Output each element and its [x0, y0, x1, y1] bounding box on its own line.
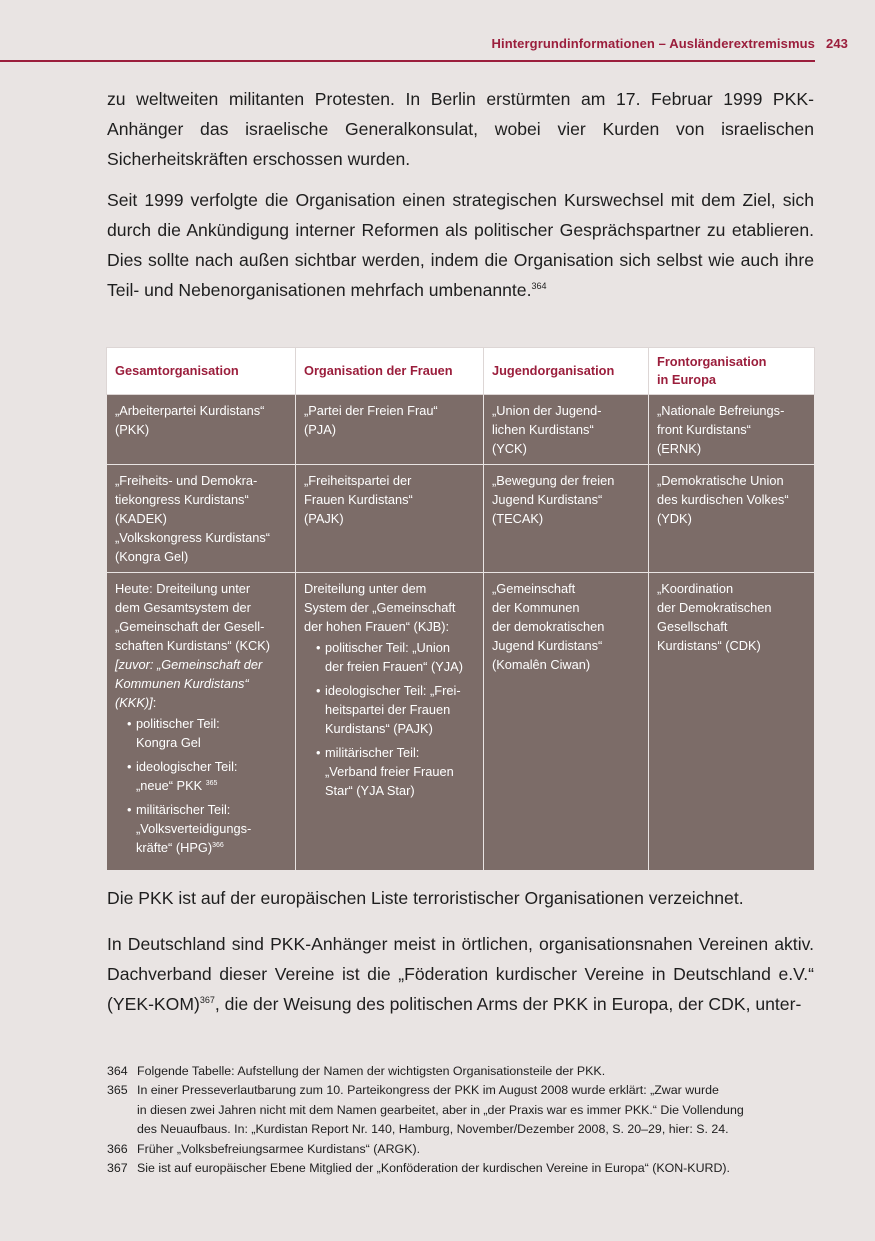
- body-paragraph-3: [107, 883, 814, 913]
- cell-line: (PAJK): [304, 511, 344, 526]
- paragraph-text-run: Seit 1999 verfolgte die Organisation einen strategischen Kurswechsel mit dem Ziel, sich durch die Ankündigung interner Reformen als politischer Gesprächspartner zu etablieren. Dies sollte nach außen sichtbar werden, indem die Organisation sich selbst wie auch ihre Teil- und Nebenorganisationen mehrfach umbenannte.: [107, 190, 814, 300]
- cell-line: schaften Kurdistans“ (KCK): [115, 638, 271, 653]
- footnote: [107, 1062, 817, 1081]
- footnote-text: Sie ist auf europäischer Ebene Mitglied der „Konföderation der kurdischen Vereine in Europa“ (KON-KURD).: [137, 1161, 730, 1176]
- page-number: 243: [826, 36, 848, 51]
- cell-line: Frauen Kurdistans“: [304, 492, 413, 507]
- cell-line: der Kommunen: [492, 600, 580, 615]
- bullet-list: [304, 638, 475, 800]
- header-line: Frontorganisation: [657, 354, 767, 369]
- cell-line: Kurdistans“ (PAJK): [325, 721, 433, 736]
- cell-line: Star“ (YJA Star): [325, 783, 415, 798]
- cell-line-italic: Kommunen Kurdistans“: [115, 676, 249, 691]
- cell-line: „Verband freier Frauen: [325, 764, 454, 779]
- running-header: [0, 36, 848, 51]
- cell-line: lichen Kurdistans“: [492, 422, 594, 437]
- header-front: [649, 348, 815, 395]
- paragraph-text-run: In Deutschland sind PKK-Anhänger meist in örtlichen, organisationsnahen Vereinen aktiv. Dachverband dieser Vereine ist die „Föderation kurdischer Vereine in Deutschland e.V.“ (YEK-KOM): [107, 934, 814, 1014]
- paragraph-text: [107, 929, 814, 1019]
- footnote-ref[interactable]: 364: [531, 281, 547, 291]
- body-paragraph-4: [107, 929, 814, 1019]
- cell-line: • politischer Teil:: [136, 716, 220, 731]
- paragraph-text: zu weltweiten militanten Protesten. In Berlin erstürmten am 17. Februar 1999 PKK-Anhänger das israelische Generalkonsulat, wobei vier Kurden von israelischen Sicherheitskräften erschossen wurden.: [107, 89, 814, 169]
- bullet-list: [115, 714, 287, 857]
- cell-line: kräfte“ (HPG): [136, 840, 213, 855]
- paragraph-text-run: , die der Weisung des politischen Arms der PKK in Europa, der CDK, unter-: [214, 994, 802, 1014]
- cell-line: (YDK): [657, 511, 692, 526]
- cell-line: „Freiheitspartei der: [304, 473, 412, 488]
- table-row: [107, 395, 815, 465]
- footnote-text: in diesen zwei Jahren nicht mit dem Namen gearbeitet, aber in „der Praxis war es immer PKK.“ Die Vollendung: [137, 1102, 744, 1117]
- cell-line-italic: [zuvor: „Gemeinschaft der: [115, 657, 263, 672]
- footnote-text: Folgende Tabelle: Aufstellung der Namen der wichtigsten Organisationsteile der PKK.: [137, 1064, 606, 1078]
- list-item: [127, 800, 287, 857]
- footnote-number: 366: [107, 1141, 128, 1156]
- cell-line: des kurdischen Volkes“: [657, 492, 789, 507]
- footnote-number: 364: [107, 1064, 128, 1078]
- table-cell: [484, 465, 649, 573]
- table-cell: [484, 395, 649, 465]
- footnote-text: Früher „Volksbefreiungsarmee Kurdistans“ (ARGK).: [137, 1141, 421, 1156]
- list-item: [316, 743, 475, 800]
- footnote-text: des Neuaufbaus. In: „Kurdistan Report Nr. 140, Hamburg, November/Dezember 2008, S. 20–29, hier: S. 24.: [137, 1122, 729, 1137]
- cell-line: Jugend Kurdistans“: [492, 638, 603, 653]
- footnote-number: 365: [107, 1083, 128, 1098]
- table-row: [107, 465, 815, 573]
- cell-line-italic: (KKK)]: [115, 695, 153, 710]
- table-cell: [107, 395, 296, 465]
- cell-line: System der „Gemeinschaft: [304, 600, 456, 615]
- cell-line: (YCK): [492, 441, 527, 456]
- cell-line: „Freiheits- und Demokra-: [115, 473, 258, 488]
- cell-line: heitspartei der Frauen: [325, 702, 451, 717]
- table-cell: [296, 465, 484, 573]
- header-line: in Europa: [657, 372, 717, 387]
- cell-colon: :: [152, 695, 157, 710]
- paragraph-text: [107, 185, 814, 305]
- cell-line: (PJA): [304, 422, 336, 437]
- footnote-ref[interactable]: 367: [199, 995, 215, 1005]
- header-jugend: Jugendorganisation: [484, 348, 649, 395]
- table-header-row: [107, 348, 815, 395]
- table-cell: [107, 573, 296, 871]
- cell-line: • militärischer Teil:: [136, 802, 231, 817]
- table-cell: [107, 465, 296, 573]
- cell-line: „Volkskongress Kurdistans“: [115, 530, 271, 545]
- cell-line: dem Gesamtsystem der: [115, 600, 251, 615]
- cell-line: Jugend Kurdistans“: [492, 492, 603, 507]
- cell-line: front Kurdistans“: [657, 422, 751, 437]
- table-cell: [484, 573, 649, 871]
- list-item: [127, 714, 287, 752]
- cell-line: der hohen Frauen“ (KJB):: [304, 619, 450, 634]
- cell-line: „neue“ PKK: [136, 778, 203, 793]
- cell-line: (KADEK): [115, 511, 167, 526]
- cell-line: Dreiteilung unter dem: [304, 581, 427, 596]
- list-item: [127, 757, 287, 795]
- cell-line: • politischer Teil: „Union: [325, 640, 450, 655]
- cell-line: (TECAK): [492, 511, 544, 526]
- list-item: [316, 681, 475, 738]
- table-cell: [296, 395, 484, 465]
- table-cell: [649, 395, 815, 465]
- cell-line: tiekongress Kurdistans“: [115, 492, 249, 507]
- cell-line: „Demokratische Union: [657, 473, 784, 488]
- footnote-ref[interactable]: 365: [205, 780, 218, 787]
- cell-line: • militärischer Teil:: [325, 745, 420, 760]
- cell-line: Kurdistans“ (CDK): [657, 638, 761, 653]
- header-gesamtorganisation: Gesamtorganisation: [107, 348, 296, 395]
- cell-line: „Partei der Freien Frau“: [304, 403, 438, 418]
- cell-line: „Union der Jugend-: [492, 403, 602, 418]
- cell-line: „Koordination: [657, 581, 734, 596]
- cell-line: „Volksverteidigungs-: [136, 821, 252, 836]
- cell-line: „Arbeiterpartei Kurdistans“: [115, 403, 265, 418]
- cell-line: Heute: Dreiteilung unter: [115, 581, 251, 596]
- footnote: [107, 1140, 817, 1159]
- cell-line: Kongra Gel: [136, 735, 201, 750]
- body-paragraph-1: [107, 84, 814, 174]
- cell-line: der Demokratischen: [657, 600, 772, 615]
- cell-line: • ideologischer Teil:: [136, 759, 238, 774]
- table-cell: [649, 465, 815, 573]
- cell-line: „Gemeinschaft: [492, 581, 576, 596]
- cell-line: „Gemeinschaft der Gesell-: [115, 619, 265, 634]
- footnote-text: In einer Presseverlautbarung zum 10. Parteikongress der PKK im August 2008 wurde erklärt: „Zwar wurde: [137, 1083, 719, 1098]
- cell-line: (ERNK): [657, 441, 702, 456]
- table-row: [107, 573, 815, 871]
- list-item: [316, 638, 475, 676]
- header-frauen: Organisation der Frauen: [296, 348, 484, 395]
- paragraph-text: Die PKK ist auf der europäischen Liste terroristischer Organisationen verzeichnet.: [107, 888, 744, 908]
- footnote-number: 367: [107, 1161, 128, 1176]
- footnote-ref[interactable]: 366: [212, 842, 224, 849]
- cell-line: • ideologischer Teil: „Frei-: [325, 683, 461, 698]
- table-cell: [296, 573, 484, 871]
- cell-line: (Kongra Gel): [115, 549, 189, 564]
- cell-line: Gesellschaft: [657, 619, 728, 634]
- cell-line: der demokratischen: [492, 619, 605, 634]
- body-paragraph-2: [107, 185, 814, 305]
- table-cell: [649, 573, 815, 871]
- cell-line: (Komalên Ciwan): [492, 657, 591, 672]
- cell-line: (PKK): [115, 422, 150, 437]
- footnote: [107, 1081, 817, 1139]
- cell-line: der freien Frauen“ (YJA): [325, 659, 463, 674]
- cell-line: „Nationale Befreiungs-: [657, 403, 785, 418]
- organisation-table: [106, 347, 815, 871]
- header-title: Hintergrundinformationen – Ausländerextremismus: [491, 36, 815, 51]
- footnote: [107, 1159, 817, 1178]
- header-rule: [0, 60, 815, 62]
- footnotes: [107, 1062, 817, 1178]
- cell-line: „Bewegung der freien: [492, 473, 615, 488]
